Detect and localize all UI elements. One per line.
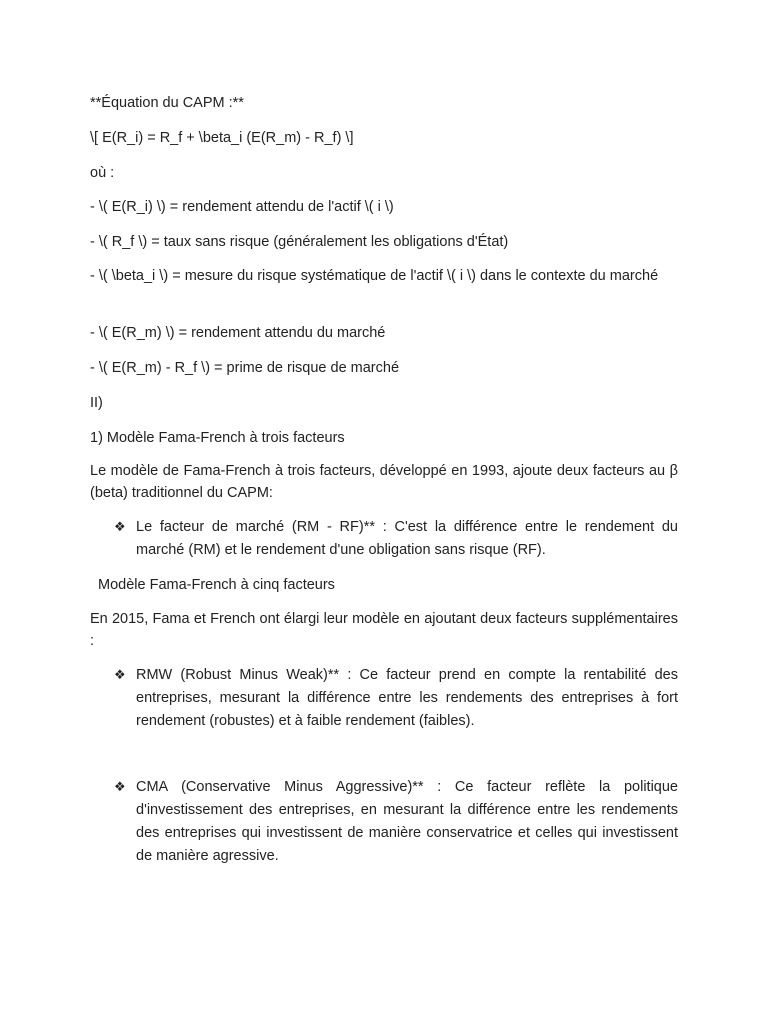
bullet-text: CMA (Conservative Minus Aggressive)** : Ce facteur reflète la politique d'investissement des entreprises, en mesurant la différence entre les rendements des entreprises qui investissent de manière conservatrice et celles qui investissent de manière agressive.	[136, 779, 678, 864]
four-diamond-bullet-icon: ❖	[114, 779, 126, 794]
definition-item: - \( \beta_i \) = mesure du risque systématique de l'actif \( i \) dans le contexte du marché	[90, 268, 659, 284]
bullet-item	[114, 516, 678, 562]
bullet-text: Le facteur de marché (RM - RF)** : C'est la différence entre le rendement du marché (RM) et le rendement d'une obligation sans risque (RF).	[136, 519, 678, 558]
five-factor-intro: En 2015, Fama et French ont élargi leur modèle en ajoutant deux facteurs supplémentaires :	[90, 611, 678, 649]
definition-item: - \( E(R_m) \) = rendement attendu du marché	[90, 325, 386, 341]
capm-equation: \[ E(R_i) = R_f + \beta_i (E(R_m) - R_f) \]	[90, 130, 354, 146]
section-number: II)	[90, 395, 103, 411]
bullet-text: RMW (Robust Minus Weak)** : Ce facteur prend en compte la rentabilité des entreprises, mesurant la différence entre les rendements des entreprises à fort rendement (robustes) et à faible rendement (faibles).	[136, 667, 678, 729]
bullet-item	[114, 664, 678, 733]
bullet-item	[114, 776, 678, 868]
definition-item: - \( E(R_i) \) = rendement attendu de l'actif \( i \)	[90, 199, 394, 215]
where-label: où :	[90, 165, 115, 181]
three-factor-title: 1) Modèle Fama-French à trois facteurs	[90, 430, 345, 446]
capm-heading: **Équation du CAPM :**	[90, 95, 244, 111]
three-factor-intro: Le modèle de Fama-French à trois facteurs, développé en 1993, ajoute deux facteurs au β (beta) traditionnel du CAPM:	[90, 463, 678, 501]
four-diamond-bullet-icon: ❖	[114, 519, 126, 534]
definition-item: - \( E(R_m) - R_f \) = prime de risque de marché	[90, 360, 400, 376]
four-diamond-bullet-icon: ❖	[114, 667, 126, 682]
five-factor-title: Modèle Fama-French à cinq facteurs	[98, 577, 335, 593]
definition-item: - \( R_f \) = taux sans risque (généralement les obligations d'État)	[90, 234, 509, 250]
